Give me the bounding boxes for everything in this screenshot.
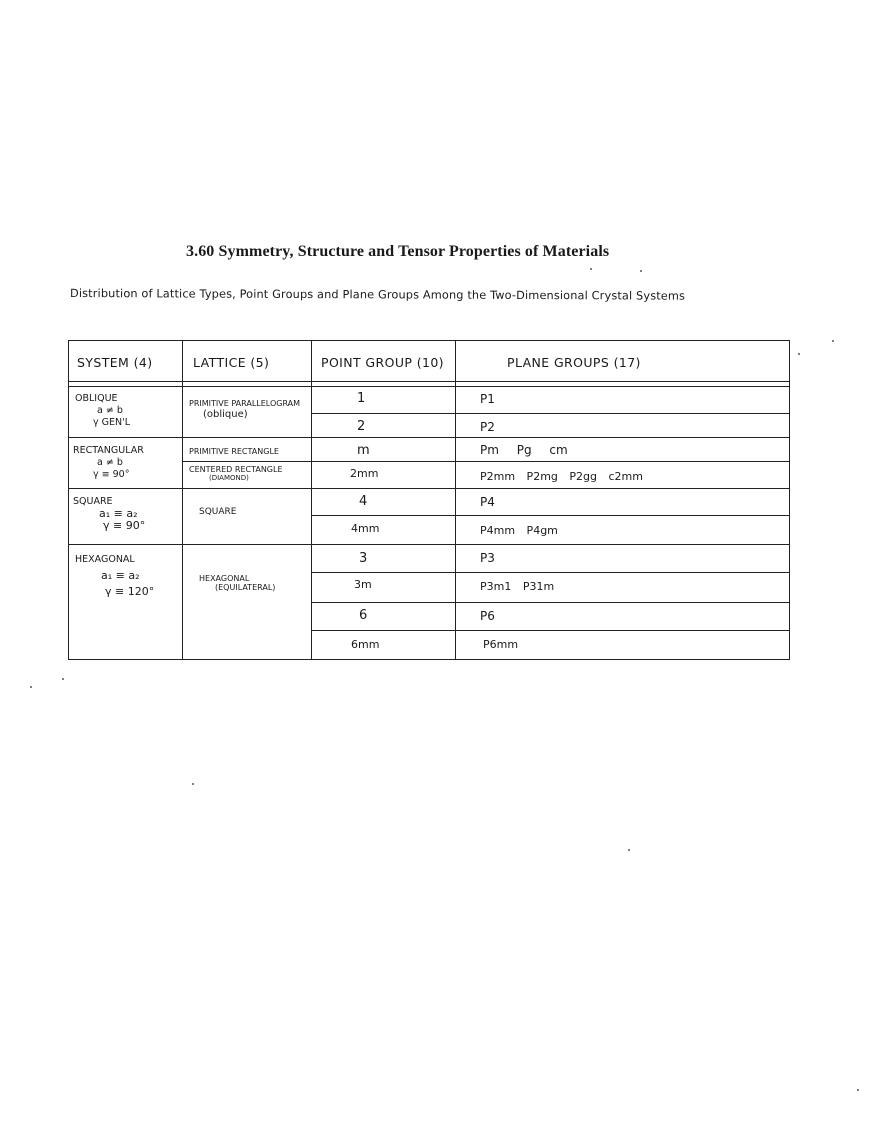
header-plane-groups: PLANE GROUPS (17) (507, 355, 641, 370)
plane-groups-square-4mm: P4mm P4gm (480, 524, 558, 537)
plane-groups-square-4: P4 (480, 495, 495, 509)
plane-groups-rectangular-2mm: P2mm P2mg P2gg c2mm (480, 470, 643, 483)
point-group-6: 6 (359, 608, 368, 623)
header-rule (69, 381, 789, 382)
crystal-systems-table (68, 340, 790, 660)
point-group-3: 3 (359, 551, 368, 566)
plane-groups-oblique-2: P2 (480, 420, 495, 434)
header-lattice: LATTICE (5) (193, 355, 270, 370)
row-divider (311, 413, 789, 414)
column-divider (455, 341, 456, 659)
point-group-4: 4 (359, 494, 368, 509)
plane-groups-rectangular-m: Pm Pg cm (480, 443, 568, 457)
page-header: 3.60 Symmetry, Structure and Tensor Properties of Materials (186, 243, 610, 260)
scan-speck (640, 270, 642, 272)
scan-speck (62, 678, 64, 680)
scan-speck (798, 353, 800, 355)
table-caption: Distribution of Lattice Types, Point Groups and Plane Groups Among the Two-Dimensional Crystal Systems (69, 287, 686, 303)
plane-groups-hexagonal-6: P6 (480, 609, 495, 623)
system-hexagonal: HEXAGONAL a₁ ≡ a₂ γ ≡ 120° (75, 554, 155, 598)
point-group-4mm: 4mm (351, 522, 380, 535)
header-rule (69, 386, 789, 387)
lattice-hexagonal: HEXAGONAL (EQUILATERAL) (199, 574, 276, 592)
scan-speck (857, 1089, 859, 1091)
scan-speck (590, 268, 592, 270)
section-divider (69, 488, 789, 489)
row-divider (311, 572, 789, 573)
system-oblique: OBLIQUE a ≠ b γ GEN'L (75, 393, 131, 428)
header-point-group: POINT GROUP (10) (321, 355, 444, 370)
scan-speck (628, 849, 630, 851)
lattice-centered-rectangle: CENTERED RECTANGLE (DIAMOND) (189, 465, 283, 482)
plane-groups-oblique-1: P1 (480, 392, 495, 406)
point-group-2mm: 2mm (350, 467, 379, 480)
lattice-square: SQUARE (199, 507, 237, 517)
column-divider (182, 341, 183, 659)
section-divider (69, 544, 789, 545)
row-divider (311, 630, 789, 631)
column-divider (311, 341, 312, 659)
row-divider (311, 515, 789, 516)
plane-groups-hexagonal-3m: P3m1 P31m (480, 580, 555, 593)
system-rectangular: RECTANGULAR a ≠ b γ ≡ 90° (73, 445, 144, 480)
header-system: SYSTEM (4) (77, 355, 153, 370)
scan-speck (832, 340, 834, 342)
lattice-primitive-parallelogram: PRIMITIVE PARALLELOGRAM (oblique) (189, 399, 301, 420)
row-divider (182, 461, 789, 462)
row-divider (311, 602, 789, 603)
point-group-m: m (357, 443, 370, 458)
system-square: SQUARE a₁ ≡ a₂ γ ≡ 90° (73, 496, 146, 532)
scan-speck (30, 686, 32, 688)
point-group-1: 1 (357, 391, 366, 406)
plane-groups-hexagonal-3: P3 (480, 551, 495, 565)
scan-speck (192, 783, 194, 785)
point-group-6mm: 6mm (351, 638, 380, 651)
point-group-3m: 3m (354, 578, 372, 591)
plane-groups-hexagonal-6mm: P6mm (483, 638, 519, 651)
point-group-2: 2 (357, 419, 366, 434)
section-divider (69, 437, 789, 438)
lattice-primitive-rectangle: PRIMITIVE RECTANGLE (189, 447, 279, 456)
